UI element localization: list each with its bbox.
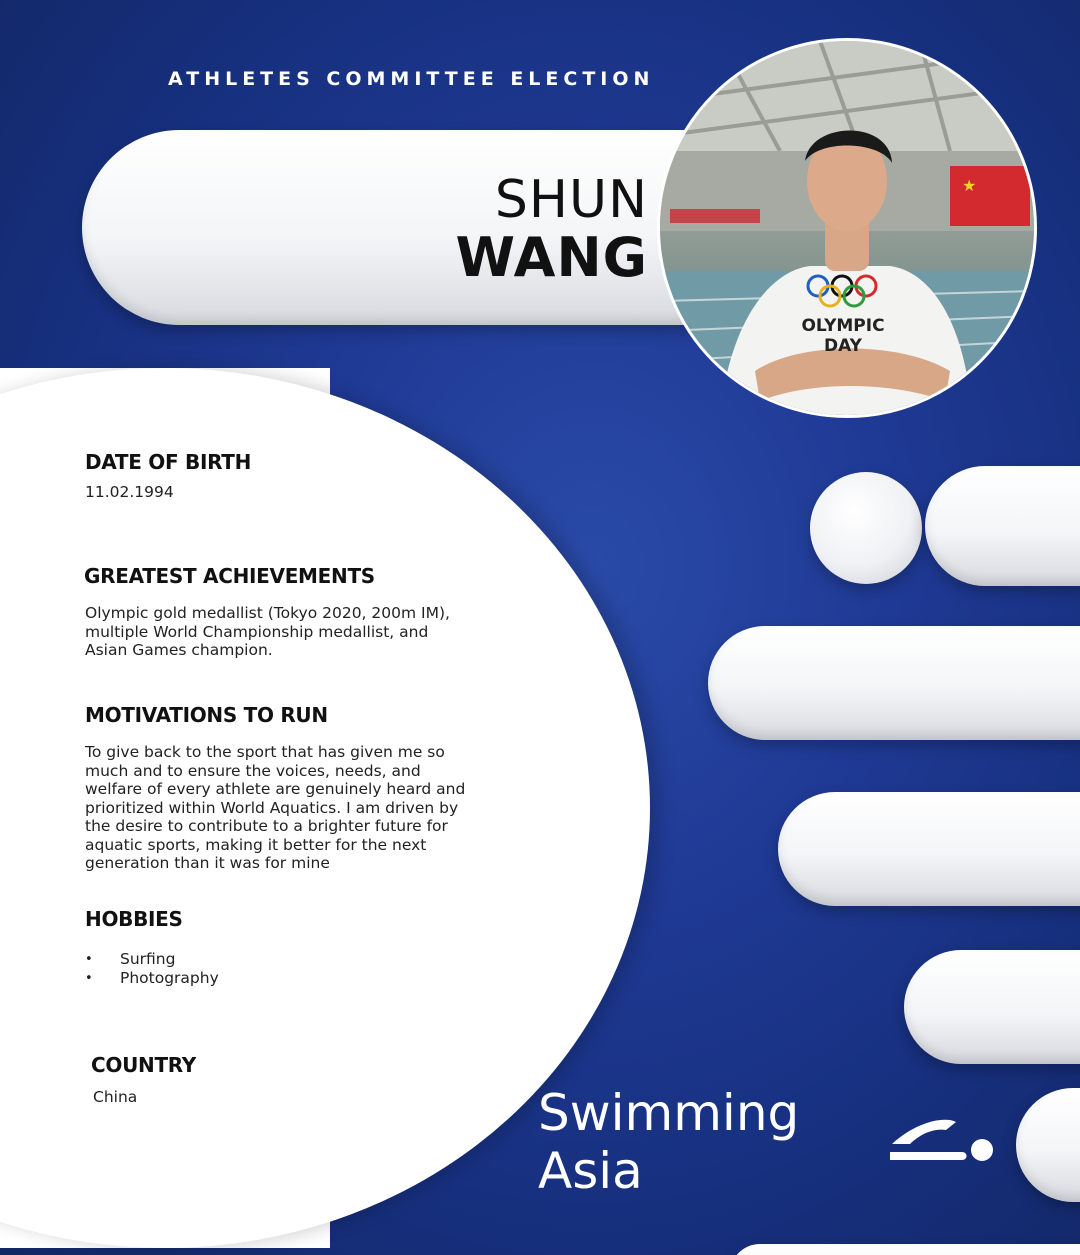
hobby-item: • Photography	[85, 969, 219, 988]
motivation-line: prioritized within World Aquatics. I am driven by	[85, 798, 459, 817]
achievements-heading: GREATEST ACHIEVEMENTS	[84, 564, 375, 588]
shirt-text-line2: DAY	[824, 336, 862, 356]
dob-value: 11.02.1994	[85, 483, 174, 501]
decor-pill-2	[708, 626, 1080, 740]
brand-line1: Swimming	[538, 1084, 800, 1142]
dob-heading: DATE OF BIRTH	[85, 450, 252, 474]
hobby-item: • Surfing	[85, 950, 219, 969]
achievements-line: Olympic gold medallist (Tokyo 2020, 200m IM),	[85, 604, 450, 622]
athlete-last-name: WANG	[455, 226, 648, 289]
athlete-first-name: SHUN	[494, 170, 648, 230]
motivation-line: aquatic sports, making it better for the next	[85, 835, 427, 854]
achievements-line: multiple World Championship medallist, and	[85, 622, 429, 641]
motivation-line: generation than it was for mine	[85, 854, 330, 872]
election-title: ATHLETES COMMITTEE ELECTION	[168, 68, 655, 90]
svg-text:★: ★	[962, 176, 977, 195]
achievements-line: Asian Games champion.	[85, 641, 273, 659]
decor-pill-5	[1016, 1088, 1080, 1202]
hobbies-list	[85, 950, 219, 988]
motivation-text	[85, 743, 465, 873]
country-value: China	[93, 1088, 138, 1106]
athlete-portrait-icon	[660, 41, 1034, 415]
brand-wordmark	[538, 1084, 799, 1200]
motivation-line: To give back to the sport that has given me so	[85, 743, 445, 761]
brand-line2: Asia	[538, 1142, 643, 1200]
hobbies-heading: HOBBIES	[85, 907, 183, 931]
country-heading: COUNTRY	[91, 1053, 196, 1077]
motivation-line: welfare of every athlete are genuinely heard and	[85, 780, 466, 798]
achievements-text	[85, 604, 450, 660]
decor-ball	[810, 472, 922, 584]
shirt-text-line1: OLYMPIC	[801, 316, 885, 336]
swimmer-icon	[886, 1108, 998, 1168]
motivation-line: much and to ensure the voices, needs, and	[85, 761, 421, 780]
decor-pill-6	[730, 1244, 1080, 1255]
motivation-heading: MOTIVATIONS TO RUN	[85, 703, 328, 727]
athlete-photo	[657, 38, 1037, 418]
decor-pill-4	[904, 950, 1080, 1064]
motivation-line: the desire to contribute to a brighter future for	[85, 817, 448, 835]
decor-pill-1	[925, 466, 1080, 586]
decor-pill-3	[778, 792, 1080, 906]
